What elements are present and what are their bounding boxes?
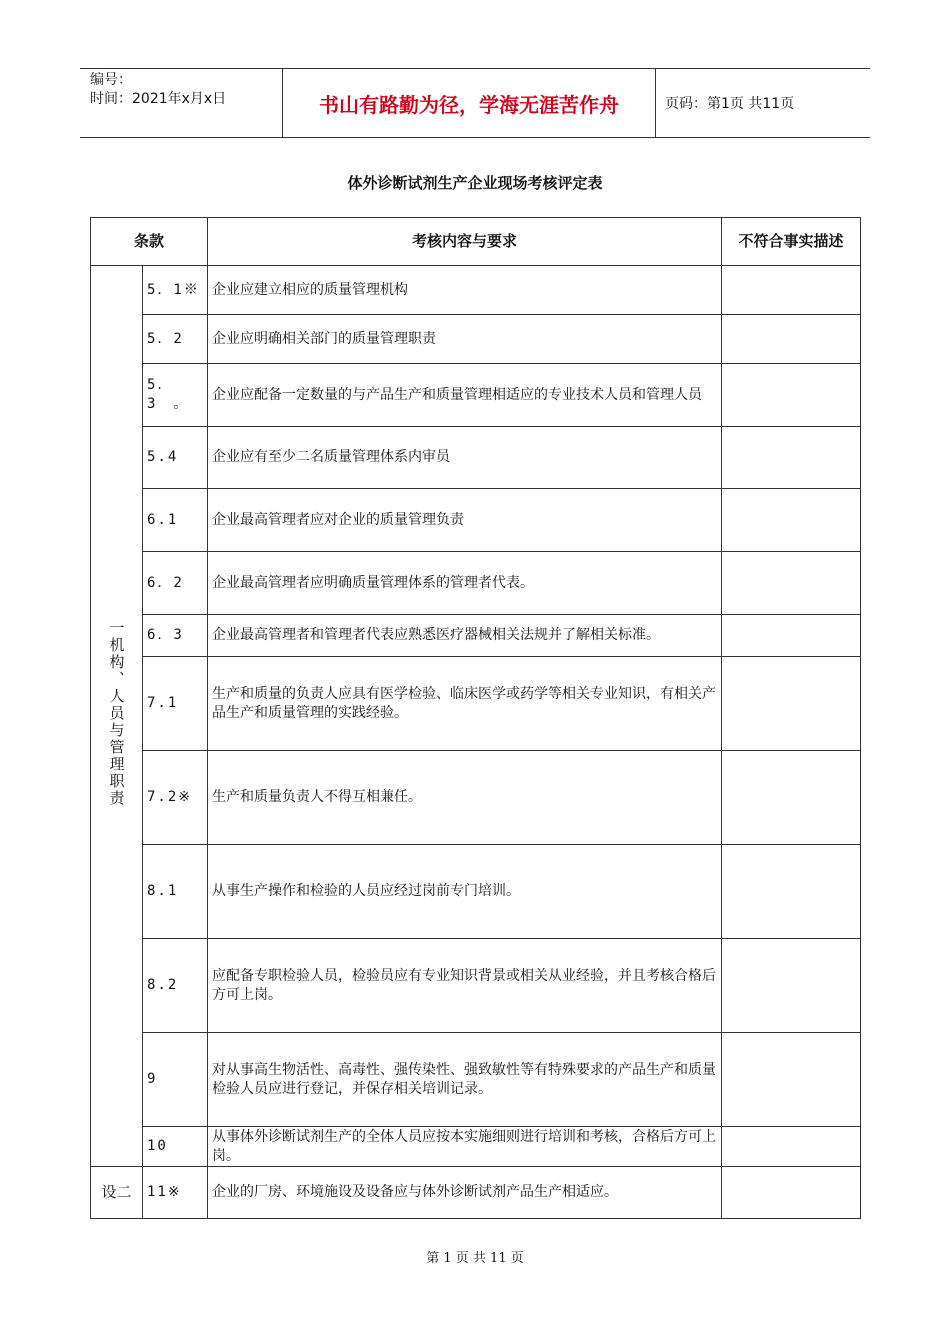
clause-number: 6．3 [143,615,208,657]
clause-number: 11※ [143,1167,208,1219]
header-page-info: 页码：第1页 共11页 [665,96,795,112]
clause-header: 条款 [91,218,208,266]
content-header: 考核内容与要求 [208,218,722,266]
noncompliance-cell[interactable] [722,552,861,615]
chapter-label: 设二 [101,1182,132,1201]
noncompliance-cell[interactable] [722,939,861,1033]
noncompliance-cell[interactable] [722,266,861,315]
table-row [91,315,861,364]
page-footer: 第 1 页 共 11 页 [426,1251,524,1266]
document-number-label: 编号： [90,72,132,88]
clause-content: 企业应建立相应的质量管理机构 [208,266,722,315]
table-row [91,266,861,315]
chapter-label: 一机构、人员与管理职责 [107,619,126,807]
table-row [91,615,861,657]
table-row [91,939,861,1033]
clause-number: 6．2 [143,552,208,615]
table-header-row [91,218,861,266]
clause-content: 企业应明确相关部门的质量管理职责 [208,315,722,364]
header-meta [80,69,282,139]
clause-number: 5．1※ [143,266,208,315]
clause-content: 应配备专职检验人员，检验员应有专业知识背景或相关从业经验，并且考核合格后方可上岗。 [208,939,722,1033]
table-row [91,489,861,552]
table-row [91,1127,861,1167]
noncompliance-cell[interactable] [722,315,861,364]
clause-number: 5．3 。 [143,364,208,427]
clause-number: 5.4 [143,427,208,489]
table-row [91,845,861,939]
document-header [80,68,870,138]
table-row [91,1033,861,1127]
clause-content: 从事体外诊断试剂生产的全体人员应按本实施细则进行培训和考核，合格后方可上岗。 [208,1127,722,1167]
noncompliance-cell[interactable] [722,845,861,939]
noncompliance-cell[interactable] [722,427,861,489]
noncompliance-cell[interactable] [722,364,861,427]
clause-content: 从事生产操作和检验的人员应经过岗前专门培训。 [208,845,722,939]
clause-number: 7.1 [143,657,208,751]
noncompliance-cell[interactable] [722,1167,861,1219]
clause-content: 企业最高管理者应明确质量管理体系的管理者代表。 [208,552,722,615]
clause-number: 5．2 [143,315,208,364]
clause-content: 企业应配备一定数量的与产品生产和质量管理相适应的专业技术人员和管理人员 [208,364,722,427]
clause-number: 10 [143,1127,208,1167]
noncompliance-cell[interactable] [722,657,861,751]
noncompliance-cell[interactable] [722,1033,861,1127]
table-row [91,657,861,751]
header-motto: 书山有路勤为径，学海无涯苦作舟 [282,69,656,137]
chapter-cell [91,1167,143,1219]
clause-number: 8.2 [143,939,208,1033]
clause-content: 生产和质量的负责人应具有医学检验、临床医学或药学等相关专业知识，有相关产品生产和质量管理的实践经验。 [208,657,722,751]
clause-content: 生产和质量负责人不得互相兼任。 [208,751,722,845]
table-row [91,751,861,845]
noncompliance-cell[interactable] [722,1127,861,1167]
clause-number: 7.2※ [143,751,208,845]
page-title: 体外诊断试剂生产企业现场考核评定表 [347,174,603,192]
clause-number: 9 [143,1033,208,1127]
table-row [91,427,861,489]
document-time: 时间：2021年x月x日 [90,91,227,107]
chapter-cell [91,266,143,1167]
noncompliance-cell[interactable] [722,751,861,845]
clause-content: 对从事高生物活性、高毒性、强传染性、强致敏性等有特殊要求的产品生产和质量检验人员应进行登记，并保存相关培训记录。 [208,1033,722,1127]
clause-content: 企业的厂房、环境施设及设备应与体外诊断试剂产品生产相适应。 [208,1167,722,1219]
noncompliance-cell[interactable] [722,489,861,552]
clause-content: 企业最高管理者和管理者代表应熟悉医疗器械相关法规并了解相关标准。 [208,615,722,657]
clause-content: 企业最高管理者应对企业的质量管理负责 [208,489,722,552]
clause-number: 8.1 [143,845,208,939]
clause-content: 企业应有至少二名质量管理体系内审员 [208,427,722,489]
table-row [91,1167,861,1219]
clause-number: 6.1 [143,489,208,552]
table-row [91,552,861,615]
noncompliance-header: 不符合事实描述 [722,218,861,266]
table-row [91,364,861,427]
noncompliance-cell[interactable] [722,615,861,657]
assessment-table [90,217,861,1219]
